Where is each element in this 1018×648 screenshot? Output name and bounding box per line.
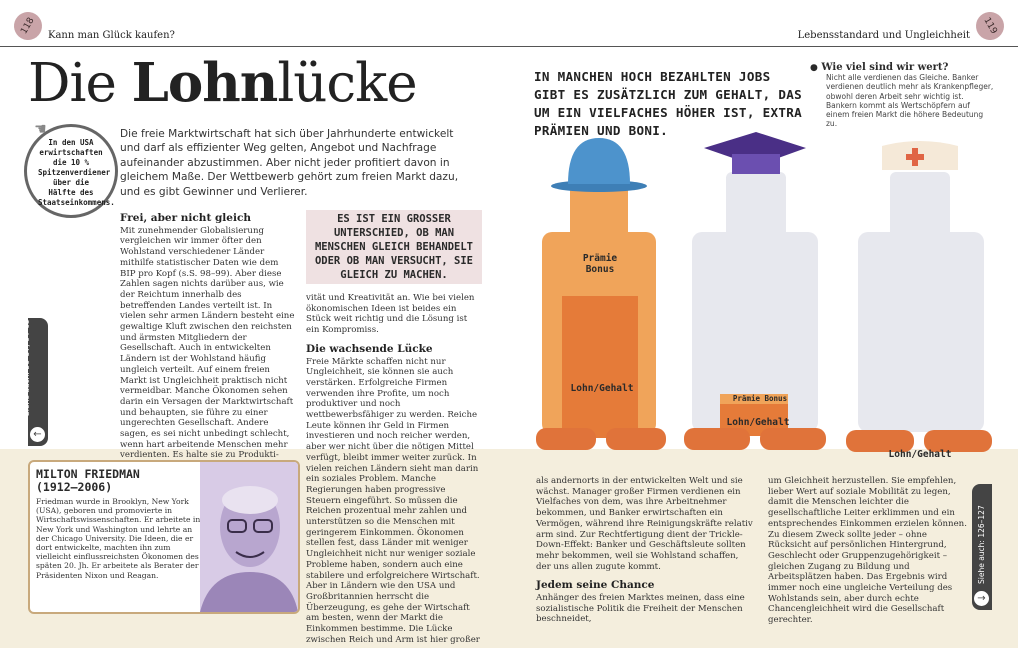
left-running-head: Kann man Glück kaufen? xyxy=(48,30,175,41)
fig3-salary-label: Lohn/Gehalt xyxy=(888,449,952,460)
friedman-portrait xyxy=(200,462,298,612)
profile-name: MILTON FRIEDMAN xyxy=(36,467,140,481)
illustration-headline: IN MANCHEN HOCH BEZAHLTEN JOBS GIBT ES ZUSÄTZLICH ZUM GEHALT, DAS UM EIN VIELFACHES HÖHER IST, EXTRA PRÄMIEN UND BONI. xyxy=(534,69,802,138)
fig1-bonus-label: Prämie Bonus xyxy=(582,253,618,275)
section-body: Freie Märkte schaffen nicht nur Ungleichheit, sie können sie auch verstärken. Erfolgreiche Firmen verwenden ihre Profite, um noch produktiver und noch wettbewerbsfähiger zu werden. Reiche Leute können ihr Geld in Firmen investieren und noch reicher werden, aber wer nicht über die nötigen Mittel verfügt, bleibt immer weiter zurück. In vielen reichen Ländern sieht man darin ein soziales Problem. Manche Regierungen haben progressive Steuern eingeführt. So müssen die Reichen prozentual mehr zahlen und unterstützen so die Menschen mit geringerem Einkommen. Ökonomen stellen fest, dass Länder mit weniger Ungleichheit nicht nur weniger soziale Probleme haben, sondern auch eine stabilere und erfolgreichere Wirtschaft. Aber in Ländern wie den USA und Großbritannien herrscht die Überzeugung, es gehe der Wirtschaft am besten, wenn der Markt die Einkommen bestimme. Die Lücke zwischen Reich und Arm ist hier großer xyxy=(306,356,480,645)
bowler-hat-icon xyxy=(551,138,647,192)
info-heading: ● Wie viel sind wir wert? xyxy=(810,62,949,73)
profile-bio: Friedman wurde in Brooklyn, New York (USA), geboren und promovierte in Wirtschaftswissenschaften. Er arbeitete in New York und Washington und lehrte an der Chicago University. Die Ideen, die er dort entwickelte, machten ihn zum vielleicht einflussreichsten Ökonomen des späten 20. Jh. Er arbeitete als Berater der Präsidenten Nixon und Reagan. xyxy=(36,497,201,580)
section-free-not-equal xyxy=(120,213,296,461)
see-also-tab-right[interactable]: Siehe auch: 126–127 → xyxy=(972,484,992,610)
profile-years: (1912–2006) xyxy=(36,480,113,494)
right-running-head: Lebensstandard und Ungleichheit xyxy=(797,30,970,41)
left-page-number: 118 xyxy=(9,7,47,45)
fig1-salary-label: Lohn/Gehalt xyxy=(570,383,634,394)
fig2-salary-label: Lohn/Gehalt xyxy=(726,417,790,428)
right-page-number: 119 xyxy=(971,7,1009,45)
page-title: Die Lohnlücke xyxy=(28,52,417,114)
section-heading: Jedem seine Chance xyxy=(536,579,655,592)
bullet-icon: ● xyxy=(810,63,818,73)
column-two-continuation: vität und Kreativität an. Wie bei vielen ökonomischen Ideen ist beides ein Stück weit richtig und die Lösung ist ein Kompromiss. xyxy=(306,293,475,336)
nurse-cap-icon xyxy=(882,141,958,170)
arrow-left-icon: ← xyxy=(30,427,45,442)
column-three-continuation: als andernorts in der entwickelten Welt und sie wächst. Manager großer Firmen verdienen ein Vielfaches von dem, was ihre Arbeitnehmer bekommen, und Banker erwirtschaften ein Vermögen, während ihre Reinigungskräfte relativ arm sind. Zur Rechtfertigung dient der Trickle-Down-Effekt: Banker und Geschäftsleute sollten mehr bekommen, weil sie Wohlstand schaffen, der uns allen zugute kommt. xyxy=(536,476,753,572)
intro-paragraph: Die freie Marktwirtschaft hat sich über Jahrhunderte entwickelt und darf als effizienter Weg gelten, Angebot und Nachfrage aufeinander abzustimmen. Aber nicht jeder profitiert davon in gleichem Maße. Der Wettbewerb gehört zum freien Markt dazu, und es gibt Gewinner und Verlierer. xyxy=(120,128,459,198)
column-two xyxy=(306,293,482,646)
friedman-profile-box xyxy=(28,460,300,614)
fact-badge: ☚ In den USA erwirtschaften die 10 % Spitzenverdiener über die Hälfte des Staatseinkommens. xyxy=(24,124,118,218)
info-body: Nicht alle verdienen das Gleiche. Banker verdienen deutlich mehr als Krankenpfleger, obwohl deren Arbeit sehr wichtig ist. Bankern kommt als Wertschöpfern auf einem freien Markt die höhere Bedeutung zu. xyxy=(826,73,994,129)
pull-quote: ES IST EIN GROSSER UNTERSCHIED, OB MAN MENSCHEN GLEICH BEHANDELT ODER OB MAN VERSUCHT, SIE GLEICH ZU MACHEN. xyxy=(306,210,482,284)
column-three xyxy=(536,476,754,625)
hand-icon: ☚ xyxy=(35,119,46,140)
see-also-tab-left[interactable]: Siehe auch: 56–57, 64–65 ← xyxy=(28,318,48,446)
fig2-bonus-label: Prämie Bonus xyxy=(732,394,788,403)
section-heading: Frei, aber nicht gleich xyxy=(120,212,251,224)
graduation-cap-icon xyxy=(704,132,806,174)
figure-banker xyxy=(536,138,666,450)
section-body: Mit zunehmender Globalisierung vergleichen wir immer öfter den Wohlstand verschiedener Länder mithilfe statistischer Daten wie dem BIP pro Kopf (s.S. 98–99). Aber diese Zahlen sagen nichts darüber aus, wie der Reichtum innerhalb des betreffenden Landes verteilt ist. In vielen sehr armen Ländern besteht eine gewaltige Kluft zwischen den reichsten und ärmsten Mitgliedern der Gesellschaft. Auch in entwickelten Ländern ist der Wohlstand häufig ungleich verteilt. Auf einem freien Markt ist Ungleichheit praktisch nicht vermeidbar. Manche Ökonomen sehen darin ein Versagen der Marktwirtschaft und behaupten, sie führe zu einer ungerechten Gesellschaft. Andere sagen, es sei nicht unbedingt schlecht, wenn hart arbeitende Menschen mehr verdienten. Es halte sie zu Produkti- xyxy=(120,225,295,461)
figure-nurse xyxy=(846,141,992,452)
section-heading: Die wachsende Lücke xyxy=(306,342,433,355)
info-box-worth xyxy=(810,62,995,129)
column-four: um Gleichheit herzustellen. Sie empfehlen, lieber Wert auf soziale Mobilität zu legen, damit die Menschen leichter die gesellschaftliche Leiter erklimmen und ein entsprechendes Einkommen erzielen können. Zu diesem Zweck sollte jeder – ohne Rücksicht auf persönlichen Hintergrund, Geschlecht oder Gruppenzugehörigkeit – gleichen Zugang zu Bildung und Arbeitsplätzen haben. Das Ergebnis wird immer noch eine ungleiche Verteilung des Wohlstands sein, aber durch echte Chancengleichheit wird die Gesellschaft gerechter. xyxy=(768,476,967,626)
arrow-right-icon: → xyxy=(974,591,989,606)
section-body: Anhänger des freien Marktes meinen, dass eine sozialistische Politik die Freiheit der Menschen beschneidet, xyxy=(536,593,745,625)
